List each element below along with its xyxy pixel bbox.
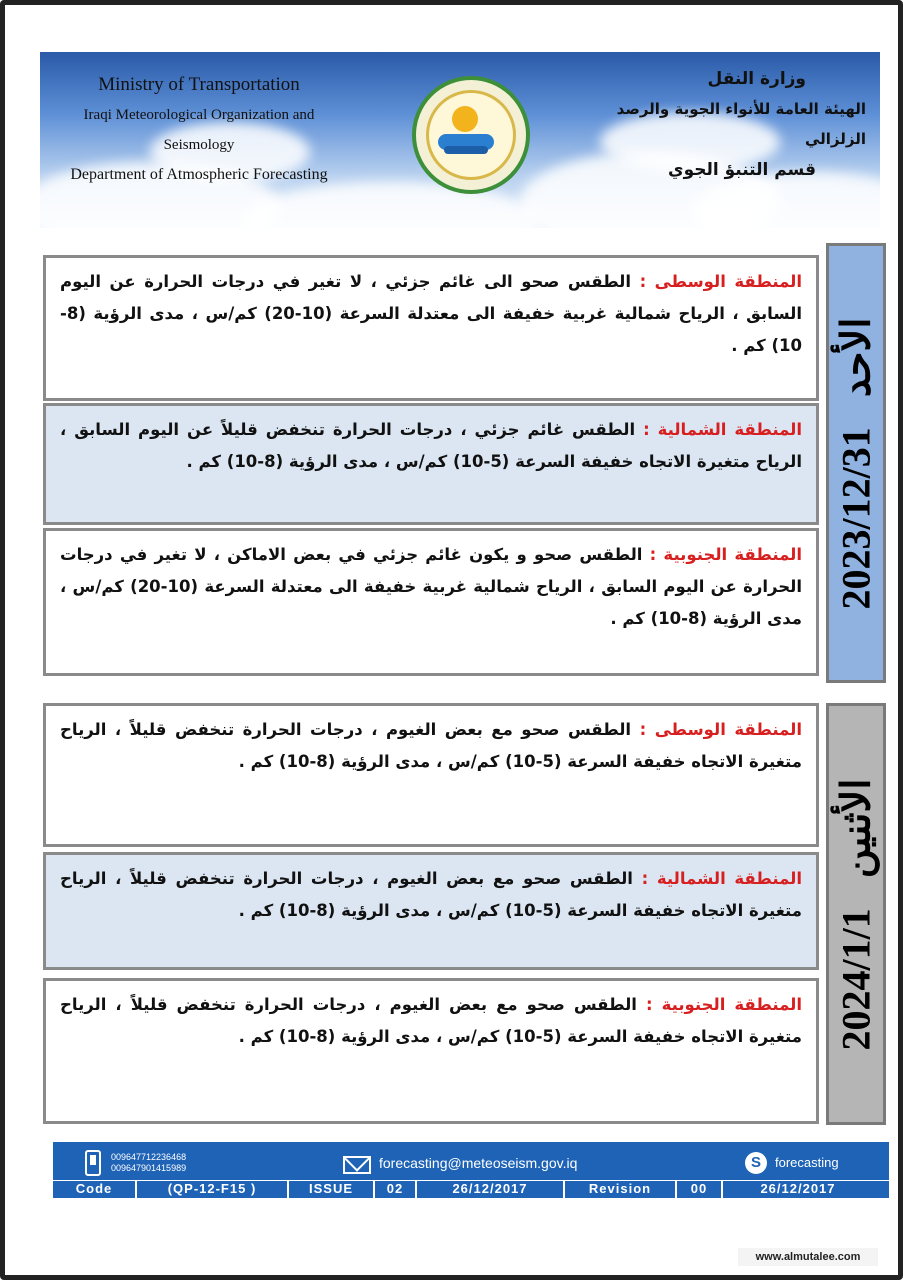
watermark: www.almutalee.com bbox=[738, 1248, 878, 1266]
code-value: (QP-12-F15 ) bbox=[137, 1181, 289, 1198]
phone-number: 009647712236468 bbox=[111, 1152, 187, 1162]
department-name-en: Department of Atmospheric Forecasting bbox=[70, 166, 328, 183]
document-code-row bbox=[53, 1180, 889, 1198]
forecast-text: الطقس صحو مع بعض الغيوم ، درجات الحرارة تنخفض قليلاً ، الرياح متغيرة الاتجاه خفيفة السرعة (5-10) كم/س ، مدى الرؤية (8-10) كم . bbox=[60, 720, 802, 771]
issue-number: 02 bbox=[375, 1181, 417, 1198]
revision-label: Revision bbox=[565, 1181, 677, 1198]
region-label: المنطقة الشمالية : bbox=[643, 420, 802, 439]
logo-wave-icon bbox=[444, 146, 488, 154]
revision-date: 26/12/2017 bbox=[760, 1181, 836, 1196]
day2-date-tab bbox=[826, 703, 886, 1125]
forecast-text: الطقس صحو مع بعض الغيوم ، درجات الحرارة تنخفض قليلاً ، الرياح متغيرة الاتجاه خفيفة السرعة (5-10) كم/س ، مدى الرؤية (8-10) كم . bbox=[60, 869, 802, 920]
code-label: Code bbox=[53, 1181, 137, 1198]
forecast-text: الطقس صحو الى غائم جزئي ، لا تغير في درجات الحرارة عن اليوم السابق ، الرياح شمالية غربية خفيفة الى معتدلة السرعة (10-20) كم/س ، مدى الرؤية (8-10) كم . bbox=[60, 272, 802, 355]
ministry-name-ar: وزارة النقل bbox=[707, 69, 806, 89]
forecast-day2-north bbox=[43, 852, 819, 970]
forecast-text: الطقس غائم جزئي ، درجات الحرارة تنخفض قليلاً عن اليوم السابق ، الرياح متغيرة الاتجاه خفيفة السرعة (5-10) كم/س ، مدى الرؤية (8-10) كم . bbox=[60, 420, 802, 471]
footer-bar bbox=[53, 1142, 889, 1198]
phone-number: 009647901415989 bbox=[111, 1163, 187, 1173]
email-address: forecasting@meteoseism.gov.iq bbox=[379, 1155, 578, 1171]
header-arabic bbox=[566, 64, 866, 186]
day1-name: الأحد bbox=[833, 317, 879, 397]
mail-icon bbox=[343, 1156, 371, 1174]
day2-name: الأثنين bbox=[833, 778, 879, 878]
issue-date: 26/12/2017 bbox=[417, 1181, 565, 1198]
region-label: المنطقة الجنوبية : bbox=[645, 995, 802, 1014]
header-banner bbox=[40, 52, 880, 228]
phone-numbers bbox=[111, 1152, 186, 1174]
region-label: المنطقة الشمالية : bbox=[641, 869, 802, 888]
header-english bbox=[54, 70, 344, 190]
skype-icon: S bbox=[745, 1152, 767, 1174]
forecast-day2-south bbox=[43, 978, 819, 1124]
forecast-day1-central bbox=[43, 255, 819, 401]
day1-date: 2023/12/31 bbox=[833, 426, 879, 609]
organization-logo bbox=[412, 76, 530, 194]
day1-date-tab bbox=[826, 243, 886, 683]
forecast-text: الطقس صحو مع بعض الغيوم ، درجات الحرارة تنخفض قليلاً ، الرياح متغيرة الاتجاه خفيفة السرعة (5-10) كم/س ، مدى الرؤية (8-10) كم . bbox=[60, 995, 802, 1046]
logo-sun-icon bbox=[452, 106, 478, 132]
day2-date: 2024/1/1 bbox=[833, 907, 879, 1050]
forecast-text: الطقس صحو و يكون غائم جزئي في بعض الاماكن ، لا تغير في درجات الحرارة عن اليوم السابق ، الرياح شمالية غربية خفيفة الى معتدلة السرعة (10-20) كم/س ، مدى الرؤية (8-10) كم . bbox=[60, 545, 802, 628]
ministry-name-en: Ministry of Transportation bbox=[98, 74, 300, 95]
department-name-ar: قسم التنبؤ الجوي bbox=[668, 160, 816, 180]
region-label: المنطقة الوسطى : bbox=[639, 272, 802, 291]
skype-handle: forecasting bbox=[775, 1155, 839, 1170]
issue-label: ISSUE bbox=[289, 1181, 375, 1198]
region-label: المنطقة الجنوبية : bbox=[649, 545, 802, 564]
phone-icon bbox=[85, 1150, 101, 1176]
organization-name-ar: الهيئة العامة للأنواء الجوية والرصد الزلزالي bbox=[616, 100, 866, 148]
organization-name-en: Iraqi Meteorological Organization and Seismology bbox=[83, 107, 315, 153]
forecast-day1-north bbox=[43, 403, 819, 525]
forecast-day2-central bbox=[43, 703, 819, 847]
forecast-day1-south bbox=[43, 528, 819, 676]
region-label: المنطقة الوسطى : bbox=[639, 720, 802, 739]
revision-number: 00 bbox=[677, 1181, 723, 1198]
